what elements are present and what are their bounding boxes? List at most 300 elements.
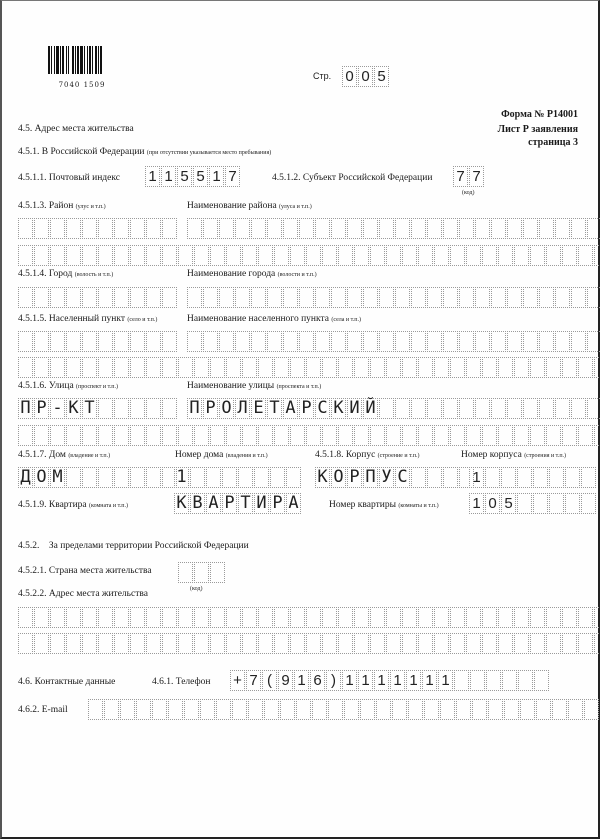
char-cell[interactable]	[267, 218, 282, 239]
char-cell[interactable]: 0	[358, 66, 373, 87]
char-cell[interactable]	[370, 607, 385, 628]
char-cell[interactable]	[50, 245, 65, 266]
char-cell[interactable]	[187, 218, 202, 239]
char-cell[interactable]	[82, 633, 97, 654]
locality-name-field[interactable]	[187, 331, 600, 352]
char-cell[interactable]: 1	[390, 670, 405, 691]
char-cell[interactable]	[338, 633, 353, 654]
char-cell[interactable]	[178, 633, 193, 654]
char-cell[interactable]	[354, 245, 369, 266]
char-cell[interactable]	[130, 607, 145, 628]
char-cell[interactable]	[534, 670, 549, 691]
char-cell[interactable]	[152, 699, 167, 720]
char-cell[interactable]	[264, 699, 279, 720]
char-cell[interactable]	[402, 357, 417, 378]
char-cell[interactable]	[523, 331, 538, 352]
char-cell[interactable]	[555, 398, 570, 419]
char-cell[interactable]	[274, 245, 289, 266]
char-cell[interactable]: Е	[251, 398, 266, 419]
char-cell[interactable]	[242, 633, 257, 654]
char-cell[interactable]	[190, 467, 205, 488]
char-cell[interactable]: 1	[438, 670, 453, 691]
char-cell[interactable]	[523, 398, 538, 419]
char-cell[interactable]	[491, 218, 506, 239]
char-cell[interactable]	[434, 425, 449, 446]
char-cell[interactable]: Р	[270, 493, 285, 514]
char-cell[interactable]	[498, 633, 513, 654]
char-cell[interactable]	[226, 425, 241, 446]
char-cell[interactable]	[539, 287, 554, 308]
char-cell[interactable]	[328, 699, 343, 720]
char-cell[interactable]	[194, 562, 209, 583]
city-name-field[interactable]	[187, 287, 600, 308]
char-cell[interactable]	[507, 287, 522, 308]
street-name-field[interactable]	[187, 398, 600, 419]
apartment-type-field[interactable]	[174, 493, 301, 514]
char-cell[interactable]	[98, 331, 113, 352]
char-cell[interactable]	[34, 218, 49, 239]
char-cell[interactable]	[66, 245, 81, 266]
char-cell[interactable]	[306, 245, 321, 266]
char-cell[interactable]	[322, 245, 337, 266]
char-cell[interactable]	[203, 218, 218, 239]
char-cell[interactable]	[50, 331, 65, 352]
char-cell[interactable]	[427, 398, 442, 419]
char-cell[interactable]	[360, 699, 375, 720]
char-cell[interactable]: 5	[501, 493, 516, 514]
char-cell[interactable]	[82, 245, 97, 266]
district-type-field[interactable]	[18, 218, 177, 239]
char-cell[interactable]	[427, 218, 442, 239]
char-cell[interactable]	[98, 398, 113, 419]
char-cell[interactable]	[98, 607, 113, 628]
char-cell[interactable]	[114, 287, 129, 308]
char-cell[interactable]: 1	[174, 467, 189, 488]
char-cell[interactable]: 7	[225, 166, 240, 187]
char-cell[interactable]	[290, 607, 305, 628]
char-cell[interactable]	[338, 607, 353, 628]
char-cell[interactable]	[248, 699, 263, 720]
char-cell[interactable]	[491, 331, 506, 352]
char-cell[interactable]	[488, 699, 503, 720]
char-cell[interactable]	[315, 218, 330, 239]
char-cell[interactable]	[587, 331, 600, 352]
char-cell[interactable]	[299, 331, 314, 352]
char-cell[interactable]	[485, 467, 500, 488]
char-cell[interactable]	[418, 425, 433, 446]
char-cell[interactable]	[274, 633, 289, 654]
char-cell[interactable]: О	[34, 467, 49, 488]
char-cell[interactable]	[178, 562, 193, 583]
char-cell[interactable]: К	[315, 467, 330, 488]
char-cell[interactable]	[456, 699, 471, 720]
char-cell[interactable]	[376, 699, 391, 720]
char-cell[interactable]	[290, 357, 305, 378]
char-cell[interactable]	[66, 357, 81, 378]
char-cell[interactable]	[322, 357, 337, 378]
locality-type-field[interactable]	[18, 331, 177, 352]
char-cell[interactable]	[187, 287, 202, 308]
char-cell[interactable]	[66, 467, 81, 488]
char-cell[interactable]	[235, 287, 250, 308]
char-cell[interactable]	[178, 357, 193, 378]
char-cell[interactable]	[459, 218, 474, 239]
char-cell[interactable]	[517, 467, 532, 488]
char-cell[interactable]	[274, 357, 289, 378]
char-cell[interactable]	[162, 357, 177, 378]
char-cell[interactable]	[178, 425, 193, 446]
char-cell[interactable]	[235, 218, 250, 239]
char-cell[interactable]	[411, 218, 426, 239]
char-cell[interactable]	[50, 287, 65, 308]
district-name-field[interactable]	[187, 218, 600, 239]
char-cell[interactable]	[363, 218, 378, 239]
char-cell[interactable]	[210, 607, 225, 628]
char-cell[interactable]	[546, 357, 561, 378]
char-cell[interactable]	[443, 218, 458, 239]
char-cell[interactable]: 5	[193, 166, 208, 187]
char-cell[interactable]	[130, 633, 145, 654]
char-cell[interactable]: 1	[342, 670, 357, 691]
char-cell[interactable]	[130, 467, 145, 488]
char-cell[interactable]	[66, 218, 81, 239]
char-cell[interactable]	[491, 398, 506, 419]
char-cell[interactable]	[331, 218, 346, 239]
char-cell[interactable]	[242, 357, 257, 378]
char-cell[interactable]: 1	[209, 166, 224, 187]
char-cell[interactable]	[274, 425, 289, 446]
char-cell[interactable]	[491, 287, 506, 308]
char-cell[interactable]	[418, 633, 433, 654]
char-cell[interactable]	[514, 425, 529, 446]
char-cell[interactable]	[530, 425, 545, 446]
char-cell[interactable]	[498, 245, 513, 266]
char-cell[interactable]	[203, 331, 218, 352]
char-cell[interactable]	[443, 287, 458, 308]
char-cell[interactable]	[210, 562, 225, 583]
char-cell[interactable]	[210, 633, 225, 654]
char-cell[interactable]	[50, 218, 65, 239]
char-cell[interactable]: И	[254, 493, 269, 514]
char-cell[interactable]	[50, 425, 65, 446]
char-cell[interactable]: 7	[246, 670, 261, 691]
char-cell[interactable]	[565, 493, 580, 514]
char-cell[interactable]: 7	[469, 166, 484, 187]
char-cell[interactable]	[411, 331, 426, 352]
char-cell[interactable]	[66, 331, 81, 352]
char-cell[interactable]	[222, 467, 237, 488]
char-cell[interactable]	[507, 218, 522, 239]
char-cell[interactable]	[530, 607, 545, 628]
char-cell[interactable]	[34, 425, 49, 446]
char-cell[interactable]	[562, 633, 577, 654]
char-cell[interactable]	[18, 633, 33, 654]
char-cell[interactable]	[347, 218, 362, 239]
char-cell[interactable]: С	[315, 398, 330, 419]
char-cell[interactable]	[232, 699, 247, 720]
street-name-field-line-2[interactable]	[18, 425, 600, 446]
char-cell[interactable]	[363, 287, 378, 308]
char-cell[interactable]	[475, 287, 490, 308]
char-cell[interactable]	[299, 218, 314, 239]
char-cell[interactable]	[210, 245, 225, 266]
char-cell[interactable]	[98, 633, 113, 654]
char-cell[interactable]	[34, 287, 49, 308]
char-cell[interactable]	[315, 287, 330, 308]
char-cell[interactable]	[379, 287, 394, 308]
char-cell[interactable]	[306, 357, 321, 378]
char-cell[interactable]	[475, 331, 490, 352]
char-cell[interactable]	[466, 633, 481, 654]
char-cell[interactable]	[251, 218, 266, 239]
char-cell[interactable]	[408, 699, 423, 720]
char-cell[interactable]	[578, 357, 593, 378]
char-cell[interactable]	[514, 357, 529, 378]
char-cell[interactable]	[210, 425, 225, 446]
char-cell[interactable]	[555, 287, 570, 308]
char-cell[interactable]: Д	[18, 467, 33, 488]
char-cell[interactable]	[98, 218, 113, 239]
city-type-field[interactable]	[18, 287, 177, 308]
char-cell[interactable]	[322, 633, 337, 654]
char-cell[interactable]: 1	[374, 670, 389, 691]
char-cell[interactable]	[402, 245, 417, 266]
char-cell[interactable]	[518, 670, 533, 691]
char-cell[interactable]	[18, 357, 33, 378]
char-cell[interactable]	[130, 218, 145, 239]
char-cell[interactable]	[530, 633, 545, 654]
char-cell[interactable]	[546, 633, 561, 654]
char-cell[interactable]	[66, 607, 81, 628]
char-cell[interactable]	[523, 287, 538, 308]
char-cell[interactable]	[34, 331, 49, 352]
char-cell[interactable]	[194, 607, 209, 628]
char-cell[interactable]	[555, 218, 570, 239]
char-cell[interactable]	[130, 287, 145, 308]
char-cell[interactable]	[581, 493, 596, 514]
char-cell[interactable]	[392, 699, 407, 720]
char-cell[interactable]: В	[190, 493, 205, 514]
char-cell[interactable]	[338, 357, 353, 378]
building-number-field[interactable]	[469, 467, 596, 488]
char-cell[interactable]	[571, 218, 586, 239]
char-cell[interactable]	[168, 699, 183, 720]
char-cell[interactable]	[114, 467, 129, 488]
char-cell[interactable]	[82, 607, 97, 628]
char-cell[interactable]	[587, 398, 600, 419]
country-code-field[interactable]	[178, 562, 225, 583]
char-cell[interactable]	[187, 331, 202, 352]
char-cell[interactable]	[507, 398, 522, 419]
char-cell[interactable]: 5	[177, 166, 192, 187]
char-cell[interactable]: 1	[469, 493, 484, 514]
char-cell[interactable]	[514, 633, 529, 654]
char-cell[interactable]: 1	[145, 166, 160, 187]
char-cell[interactable]: А	[283, 398, 298, 419]
char-cell[interactable]: К	[174, 493, 189, 514]
char-cell[interactable]	[146, 398, 161, 419]
char-cell[interactable]	[136, 699, 151, 720]
phone-field[interactable]	[230, 670, 549, 691]
char-cell[interactable]	[594, 607, 600, 628]
char-cell[interactable]	[578, 425, 593, 446]
char-cell[interactable]	[459, 287, 474, 308]
char-cell[interactable]	[162, 287, 177, 308]
char-cell[interactable]	[242, 607, 257, 628]
char-cell[interactable]	[162, 331, 177, 352]
char-cell[interactable]	[194, 357, 209, 378]
char-cell[interactable]	[533, 493, 548, 514]
char-cell[interactable]	[206, 467, 221, 488]
char-cell[interactable]	[146, 331, 161, 352]
char-cell[interactable]	[296, 699, 311, 720]
char-cell[interactable]	[347, 331, 362, 352]
char-cell[interactable]	[424, 699, 439, 720]
char-cell[interactable]	[226, 633, 241, 654]
char-cell[interactable]: Р	[299, 398, 314, 419]
char-cell[interactable]: 0	[342, 66, 357, 87]
char-cell[interactable]	[210, 357, 225, 378]
char-cell[interactable]	[386, 607, 401, 628]
char-cell[interactable]	[254, 467, 269, 488]
char-cell[interactable]: -	[50, 398, 65, 419]
char-cell[interactable]	[283, 218, 298, 239]
char-cell[interactable]	[427, 467, 442, 488]
foreign-address-field-line-2[interactable]	[18, 633, 600, 654]
char-cell[interactable]	[219, 287, 234, 308]
char-cell[interactable]	[98, 425, 113, 446]
char-cell[interactable]	[454, 670, 469, 691]
char-cell[interactable]	[146, 357, 161, 378]
char-cell[interactable]	[395, 287, 410, 308]
char-cell[interactable]	[203, 287, 218, 308]
char-cell[interactable]	[514, 607, 529, 628]
char-cell[interactable]	[283, 331, 298, 352]
char-cell[interactable]	[440, 699, 455, 720]
char-cell[interactable]	[338, 425, 353, 446]
char-cell[interactable]	[130, 357, 145, 378]
char-cell[interactable]	[114, 607, 129, 628]
char-cell[interactable]	[347, 287, 362, 308]
char-cell[interactable]	[418, 245, 433, 266]
char-cell[interactable]	[533, 467, 548, 488]
char-cell[interactable]	[130, 245, 145, 266]
char-cell[interactable]	[88, 699, 103, 720]
char-cell[interactable]	[274, 607, 289, 628]
char-cell[interactable]: П	[18, 398, 33, 419]
char-cell[interactable]	[482, 425, 497, 446]
char-cell[interactable]	[162, 425, 177, 446]
char-cell[interactable]	[34, 633, 49, 654]
char-cell[interactable]	[386, 633, 401, 654]
char-cell[interactable]	[434, 357, 449, 378]
char-cell[interactable]	[539, 331, 554, 352]
char-cell[interactable]	[443, 398, 458, 419]
char-cell[interactable]	[459, 331, 474, 352]
char-cell[interactable]	[418, 357, 433, 378]
char-cell[interactable]	[482, 357, 497, 378]
char-cell[interactable]	[466, 607, 481, 628]
char-cell[interactable]: 7	[453, 166, 468, 187]
char-cell[interactable]	[286, 467, 301, 488]
char-cell[interactable]	[18, 425, 33, 446]
char-cell[interactable]	[178, 607, 193, 628]
char-cell[interactable]	[114, 218, 129, 239]
char-cell[interactable]: Р	[203, 398, 218, 419]
char-cell[interactable]	[502, 670, 517, 691]
char-cell[interactable]	[594, 425, 600, 446]
subject-code-field[interactable]	[453, 166, 484, 187]
char-cell[interactable]: Р	[222, 493, 237, 514]
char-cell[interactable]	[482, 633, 497, 654]
char-cell[interactable]: У	[379, 467, 394, 488]
char-cell[interactable]	[520, 699, 535, 720]
char-cell[interactable]	[571, 287, 586, 308]
char-cell[interactable]	[114, 425, 129, 446]
char-cell[interactable]	[226, 245, 241, 266]
char-cell[interactable]	[587, 287, 600, 308]
char-cell[interactable]	[82, 357, 97, 378]
char-cell[interactable]: Р	[347, 467, 362, 488]
char-cell[interactable]	[34, 357, 49, 378]
char-cell[interactable]	[18, 607, 33, 628]
char-cell[interactable]	[114, 398, 129, 419]
char-cell[interactable]: Й	[363, 398, 378, 419]
char-cell[interactable]	[66, 287, 81, 308]
char-cell[interactable]	[194, 425, 209, 446]
char-cell[interactable]	[354, 357, 369, 378]
char-cell[interactable]	[587, 218, 600, 239]
char-cell[interactable]	[482, 245, 497, 266]
char-cell[interactable]	[104, 699, 119, 720]
locality-name-field-line-2[interactable]	[18, 357, 600, 378]
char-cell[interactable]	[475, 218, 490, 239]
char-cell[interactable]	[114, 245, 129, 266]
char-cell[interactable]	[450, 633, 465, 654]
char-cell[interactable]	[594, 633, 600, 654]
char-cell[interactable]	[306, 633, 321, 654]
char-cell[interactable]	[162, 633, 177, 654]
char-cell[interactable]: 9	[278, 670, 293, 691]
char-cell[interactable]	[482, 607, 497, 628]
char-cell[interactable]	[386, 357, 401, 378]
char-cell[interactable]	[258, 425, 273, 446]
char-cell[interactable]	[146, 287, 161, 308]
char-cell[interactable]	[370, 245, 385, 266]
char-cell[interactable]	[50, 633, 65, 654]
house-number-field[interactable]	[174, 467, 301, 488]
char-cell[interactable]	[18, 287, 33, 308]
char-cell[interactable]: А	[206, 493, 221, 514]
char-cell[interactable]	[219, 218, 234, 239]
char-cell[interactable]	[130, 425, 145, 446]
char-cell[interactable]: 1	[422, 670, 437, 691]
char-cell[interactable]	[578, 245, 593, 266]
char-cell[interactable]	[402, 607, 417, 628]
char-cell[interactable]	[162, 607, 177, 628]
char-cell[interactable]	[402, 425, 417, 446]
char-cell[interactable]	[475, 398, 490, 419]
char-cell[interactable]	[338, 245, 353, 266]
char-cell[interactable]	[98, 357, 113, 378]
char-cell[interactable]	[581, 467, 596, 488]
char-cell[interactable]	[546, 245, 561, 266]
char-cell[interactable]: М	[50, 467, 65, 488]
char-cell[interactable]	[466, 245, 481, 266]
char-cell[interactable]: Т	[238, 493, 253, 514]
char-cell[interactable]	[514, 245, 529, 266]
char-cell[interactable]: П	[187, 398, 202, 419]
